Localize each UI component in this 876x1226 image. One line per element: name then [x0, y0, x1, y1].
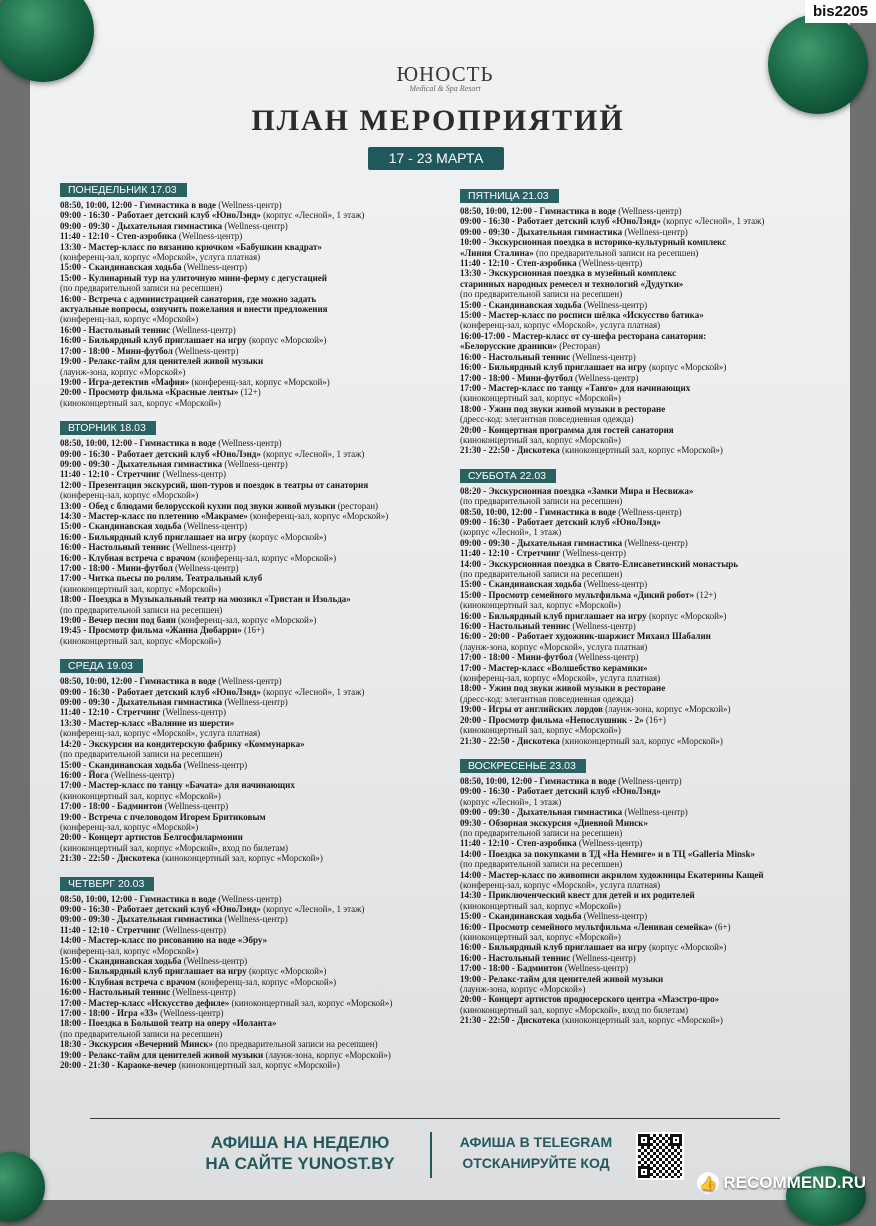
event-line: 17:00 - Мастер-класс «Искусство дефиле» (киноконцертный зал, корпус «Морской») [60, 998, 445, 1008]
event-line: 17:00 - Мастер-класс по танцу «Бачата» для начинающих [60, 780, 445, 790]
day-header: ПЯТНИЦА 21.03 [460, 189, 559, 203]
event-line: 20:00 - Просмотр фильма «Красные ленты» (12+) [60, 387, 445, 397]
event-line: 18:00 - Ужин под звуки живой музыки в ресторане [460, 404, 790, 414]
event-line: 11:40 - 12:10 - Степ-аэробика (Wellness-центр) [460, 838, 790, 848]
day-block [460, 186, 790, 456]
event-line: (по предварительной записи на ресепшен) [460, 289, 790, 299]
event-line: 15:00 - Скандинавская ходьба (Wellness-центр) [460, 911, 790, 921]
event-line: 19:00 - Игра-детектив «Мафия» (конференц-зал, корпус «Морской») [60, 377, 445, 387]
event-line: (по предварительной записи на ресепшен) [60, 1029, 445, 1039]
day-header: СРЕДА 19.03 [60, 659, 143, 673]
event-line: (конференц-зал, корпус «Морской», услуга платная) [460, 673, 790, 683]
footer-website [190, 1132, 410, 1174]
page-title: ПЛАН МЕРОПРИЯТИЙ [0, 104, 876, 138]
event-line: 11:40 - 12:10 - Стретчинг (Wellness-центр) [60, 469, 445, 479]
day-block [60, 874, 445, 1071]
event-line: 17:00 - 18:00 - Мини-футбол (Wellness-центр) [460, 373, 790, 383]
event-line: 15:00 - Мастер-класс по росписи шёлка «Искусство батика» [460, 310, 790, 320]
event-line: (конференц-зал, корпус «Морской», услуга платная) [460, 320, 790, 330]
event-line: 21:30 - 22:50 - Дискотека (киноконцертный зал, корпус «Морской») [60, 853, 445, 863]
event-line: 09:00 - 09:30 - Дыхательная гимнастика (Wellness-центр) [60, 459, 445, 469]
event-line: 16:00 - Просмотр семейного мультфильма «Ленивая семейка» (6+) [460, 922, 790, 932]
event-line: (конференц-зал, корпус «Морской», услуга платная) [60, 252, 445, 262]
event-line: 14:30 - Мастер-класс по плетению «Макраме» (конференц-зал, корпус «Морской») [60, 511, 445, 521]
event-line: 16:00 - Настольный теннис (Wellness-центр) [60, 325, 445, 335]
footer-divider [90, 1118, 780, 1119]
event-line: 09:00 - 09:30 - Дыхательная гимнастика (Wellness-центр) [60, 221, 445, 231]
event-line: (киноконцертный зал, корпус «Морской») [460, 901, 790, 911]
event-line: 19:45 - Просмотр фильма «Жанна Дюбарри» (16+) [60, 625, 445, 635]
event-line: 09:00 - 09:30 - Дыхательная гимнастика (Wellness-центр) [60, 697, 445, 707]
event-line: (конференц-зал, корпус «Морской», услуга платная) [60, 728, 445, 738]
watermark-recommend-text: RECOMMEND.RU [723, 1173, 866, 1193]
event-line: 15:00 - Скандинавская ходьба (Wellness-центр) [60, 521, 445, 531]
footer-telegram-line1: АФИША В TELEGRAM [448, 1132, 624, 1153]
event-line: (дресс-код: элегантная повседневная одежда) [460, 694, 790, 704]
event-line: 16:00 - Настольный теннис (Wellness-центр) [460, 953, 790, 963]
footer [190, 1132, 690, 1176]
event-line: 15:00 - Скандинавская ходьба (Wellness-центр) [60, 262, 445, 272]
event-line: (лаунж-зона, корпус «Морской») [60, 367, 445, 377]
day-block [60, 656, 445, 863]
event-line: (киноконцертный зал, корпус «Морской») [460, 600, 790, 610]
day-block [60, 180, 445, 408]
event-line: (киноконцертный зал, корпус «Морской») [460, 932, 790, 942]
event-line: 17:00 - Мастер-класс «Волшебство керамики» [460, 663, 790, 673]
event-line: (киноконцертный зал, корпус «Морской») [460, 435, 790, 445]
event-line: 17:00 - 18:00 - Мини-футбол (Wellness-центр) [60, 563, 445, 573]
event-line: 20:00 - 21:30 - Караоке-вечер (киноконцертный зал, корпус «Морской») [60, 1060, 445, 1070]
event-line: 16:00-17:00 - Мастер-класс от су-шефа ресторана санатория: [460, 331, 790, 341]
date-range-badge: 17 - 23 МАРТА [368, 147, 504, 170]
event-line: 17:00 - 18:00 - Мини-футбол (Wellness-центр) [60, 346, 445, 356]
schedule-column-right [460, 186, 790, 1036]
event-line: актуальные вопросы, озвучить пожелания и внести предложения [60, 304, 445, 314]
event-line: 09:00 - 16:30 - Работает детский клуб «ЮноЛэнд» [460, 786, 790, 796]
event-line: 09:00 - 09:30 - Дыхательная гимнастика (Wellness-центр) [460, 538, 790, 548]
event-line: 16:00 - Встреча с администрацией санатория, где можно задать [60, 294, 445, 304]
event-line: 09:00 - 16:30 - Работает детский клуб «ЮноЛэнд» [460, 517, 790, 527]
event-line: 11:40 - 12:10 - Степ-аэробика (Wellness-центр) [460, 258, 790, 268]
day-header: СУББОТА 22.03 [460, 469, 556, 483]
event-line: 14:20 - Экскурсия на кондитерскую фабрику «Коммунарка» [60, 739, 445, 749]
event-line: 11:40 - 12:10 - Стретчинг (Wellness-центр) [460, 548, 790, 558]
event-line: (корпус «Лесной», 1 этаж) [460, 527, 790, 537]
event-line: 16:00 - Настольный теннис (Wellness-центр) [60, 987, 445, 997]
event-line: «Белорусские драники» (Ресторан) [460, 341, 790, 351]
event-line: (киноконцертный зал, корпус «Морской») [60, 636, 445, 646]
event-line: 21:30 - 22:50 - Дискотека (киноконцертный зал, корпус «Морской») [460, 736, 790, 746]
day-header: ВТОРНИК 18.03 [60, 421, 156, 435]
watermark-recommend [697, 1172, 866, 1194]
event-line: 15:00 - Скандинавская ходьба (Wellness-центр) [60, 760, 445, 770]
event-line: 16:00 - Бильярдный клуб приглашает на игру (корпус «Морской») [60, 966, 445, 976]
event-line: 08:50, 10:00, 12:00 - Гимнастика в воде (Wellness-центр) [460, 507, 790, 517]
event-line: (киноконцертный зал, корпус «Морской») [60, 791, 445, 801]
event-line: (конференц-зал, корпус «Морской») [60, 822, 445, 832]
event-line: (дресс-код: элегантная повседневная одежда) [460, 414, 790, 424]
resort-logo [380, 62, 510, 93]
event-line: (по предварительной записи на ресепшен) [460, 496, 790, 506]
event-line: 15:00 - Кулинарный тур на улиточную мини-ферму с дегустацией [60, 273, 445, 283]
event-line: «Линия Сталина» (по предварительной записи на ресепшен) [460, 248, 790, 258]
event-line: 17:00 - Мастер-класс по танцу «Танго» для начинающих [460, 383, 790, 393]
event-line: 14:30 - Приключенческий квест для детей и их родителей [460, 890, 790, 900]
event-line: 11:40 - 12:10 - Стретчинг (Wellness-центр) [60, 707, 445, 717]
event-line: 09:00 - 16:30 - Работает детский клуб «ЮноЛэнд» (корпус «Лесной», 1 этаж) [60, 449, 445, 459]
logo-name: ЮНОСТЬ [380, 62, 510, 87]
event-line: 09:00 - 09:30 - Дыхательная гимнастика (Wellness-центр) [60, 914, 445, 924]
event-line: 09:00 - 16:30 - Работает детский клуб «ЮноЛэнд» (корпус «Лесной», 1 этаж) [60, 210, 445, 220]
event-line: (по предварительной записи на ресепшен) [60, 283, 445, 293]
thumbs-up-icon: 👍 [697, 1172, 719, 1194]
schedule-column-left [60, 180, 445, 1080]
event-line: 11:40 - 12:10 - Степ-аэробика (Wellness-центр) [60, 231, 445, 241]
event-line: 17:00 - 18:00 - Игра «33» (Wellness-центр) [60, 1008, 445, 1018]
event-line: 19:00 - Релакс-тайм для ценителей живой музыки (лаунж-зона, корпус «Морской») [60, 1050, 445, 1060]
event-line: 20:00 - Концерт артистов Белгосфилармонии [60, 832, 445, 842]
event-line: 16:00 - Бильярдный клуб приглашает на игру (корпус «Морской») [460, 942, 790, 952]
magnet-top-right [768, 14, 868, 114]
event-line: 16:00 - 20:00 - Работает художник-шаржист Михаил Шабалин [460, 631, 790, 641]
event-line: 13:30 - Мастер-класс «Валяние из шерсти» [60, 718, 445, 728]
event-line: (киноконцертный зал, корпус «Морской») [460, 725, 790, 735]
event-line: 17:00 - 18:00 - Мини-футбол (Wellness-центр) [460, 652, 790, 662]
event-line: 16:00 - Бильярдный клуб приглашает на игру (корпус «Морской») [460, 611, 790, 621]
qr-code-icon[interactable] [636, 1132, 684, 1180]
event-line: 17:00 - Читка пьесы по ролям. Театральный клуб [60, 573, 445, 583]
event-line: 15:00 - Скандинавская ходьба (Wellness-центр) [60, 956, 445, 966]
event-line: 08:50, 10:00, 12:00 - Гимнастика в воде (Wellness-центр) [60, 894, 445, 904]
event-line: 09:00 - 16:30 - Работает детский клуб «ЮноЛэнд» (корпус «Лесной», 1 этаж) [460, 216, 790, 226]
event-line: (лаунж-зона, корпус «Морской») [460, 984, 790, 994]
event-line: 16:00 - Бильярдный клуб приглашает на игру (корпус «Морской») [460, 362, 790, 372]
event-line: 19:00 - Встреча с пчеловодом Игорем Бритиковым [60, 812, 445, 822]
event-line: (по предварительной записи на ресепшен) [460, 569, 790, 579]
event-line: 16:00 - Бильярдный клуб приглашает на игру (корпус «Морской») [60, 335, 445, 345]
event-line: 13:00 - Обед с блюдами белорусской кухни под звуки живой музыки (ресторан) [60, 501, 445, 511]
event-line: 08:50, 10:00, 12:00 - Гимнастика в воде (Wellness-центр) [460, 776, 790, 786]
event-line: 18:00 - Поездка в Музыкальный театр на мюзикл «Тристан и Изольда» [60, 594, 445, 604]
event-line: 08:20 - Экскурсионная поездка «Замки Мира и Несвижа» [460, 486, 790, 496]
event-line: 08:50, 10:00, 12:00 - Гимнастика в воде (Wellness-центр) [60, 676, 445, 686]
event-line: (киноконцертный зал, корпус «Морской») [460, 393, 790, 403]
event-line: 19:00 - Игры от английских лордов (лаунж-зона, корпус «Морской») [460, 704, 790, 714]
event-line: 14:00 - Мастер-класс по живописи акрилом художницы Екатерины Кащей [460, 870, 790, 880]
event-line: 19:00 - Релакс-тайм для ценителей живой музыки [60, 356, 445, 366]
event-line: 08:50, 10:00, 12:00 - Гимнастика в воде (Wellness-центр) [460, 206, 790, 216]
event-line: (конференц-зал, корпус «Морской», услуга платная) [460, 880, 790, 890]
event-line: (по предварительной записи на ресепшен) [60, 605, 445, 615]
event-line: 19:00 - Вечер песни под баян (конференц-зал, корпус «Морской») [60, 615, 445, 625]
event-line: 17:00 - 18:00 - Бадминтон (Wellness-центр) [460, 963, 790, 973]
event-line: 20:00 - Концертная программа для гостей санатория [460, 425, 790, 435]
event-line: 09:30 - Обзорная экскурсия «Дневной Минск» [460, 818, 790, 828]
event-line: (киноконцертный зал, корпус «Морской», вход по билетам) [60, 843, 445, 853]
event-line: 14:00 - Поездка за покупками в ТД «На Немиге» и в ТЦ «Galleria Minsk» [460, 849, 790, 859]
day-block [460, 466, 790, 746]
event-line: 09:00 - 09:30 - Дыхательная гимнастика (Wellness-центр) [460, 227, 790, 237]
event-line: (по предварительной записи на ресепшен) [460, 859, 790, 869]
logo-subtitle: Medical & Spa Resort [380, 84, 510, 93]
event-line: 09:00 - 09:30 - Дыхательная гимнастика (Wellness-центр) [460, 807, 790, 817]
event-line: 16:00 - Настольный теннис (Wellness-центр) [460, 352, 790, 362]
event-line: 19:00 - Релакс-тайм для ценителей живой музыки [460, 974, 790, 984]
event-line: 14:00 - Мастер-класс по рисованию на воде «Эбру» [60, 935, 445, 945]
event-line: 15:00 - Скандинавская ходьба (Wellness-центр) [460, 579, 790, 589]
watermark-username: bis2205 [805, 0, 876, 23]
event-line: 17:00 - 18:00 - Бадминтон (Wellness-центр) [60, 801, 445, 811]
event-line: 16:00 - Клубная встреча с врачом (конференц-зал, корпус «Морской») [60, 977, 445, 987]
day-header: ЧЕТВЕРГ 20.03 [60, 877, 154, 891]
event-line: (киноконцертный зал, корпус «Морской») [60, 584, 445, 594]
footer-separator [430, 1132, 432, 1178]
event-line: 18:00 - Ужин под звуки живой музыки в ресторане [460, 683, 790, 693]
event-line: (корпус «Лесной», 1 этаж) [460, 797, 790, 807]
event-line: 16:00 - Бильярдный клуб приглашает на игру (корпус «Морской») [60, 532, 445, 542]
event-line: 21:30 - 22:50 - Дискотека (киноконцертный зал, корпус «Морской») [460, 445, 790, 455]
event-line: 09:00 - 16:30 - Работает детский клуб «ЮноЛэнд» (корпус «Лесной», 1 этаж) [60, 904, 445, 914]
event-line: 15:00 - Просмотр семейного мультфильма «Дикий робот» (12+) [460, 590, 790, 600]
event-line: 11:40 - 12:10 - Стретчинг (Wellness-центр) [60, 925, 445, 935]
event-line: 16:00 - Йога (Wellness-центр) [60, 770, 445, 780]
event-line: 20:00 - Просмотр фильма «Непослушник - 2» (16+) [460, 715, 790, 725]
day-header: ВОСКРЕСЕНЬЕ 23.03 [460, 759, 586, 773]
event-line: (лаунж-зона, корпус «Морской», услуга платная) [460, 642, 790, 652]
event-line: 12:00 - Презентация экскурсий, шоп-туров и поездок в театры от санатория [60, 480, 445, 490]
event-line: 16:00 - Настольный теннис (Wellness-центр) [460, 621, 790, 631]
event-line: 20:00 - Концерт артистов продюсерского центра «Маэстро-про» [460, 994, 790, 1004]
event-line: 16:00 - Клубная встреча с врачом (конференц-зал, корпус «Морской») [60, 553, 445, 563]
event-line: (по предварительной записи на ресепшен) [460, 828, 790, 838]
day-header: ПОНЕДЕЛЬНИК 17.03 [60, 183, 187, 197]
footer-telegram [448, 1132, 624, 1174]
footer-telegram-line2: ОТСКАНИРУЙТЕ КОД [448, 1153, 624, 1174]
event-line: 21:30 - 22:50 - Дискотека (киноконцертный зал, корпус «Морской») [460, 1015, 790, 1025]
event-line: (конференц-зал, корпус «Морской») [60, 314, 445, 324]
event-line: 14:00 - Экскурсионная поездка в Свято-Елисаветинский монастырь [460, 559, 790, 569]
day-block [460, 756, 790, 1026]
event-line: 15:00 - Скандинавская ходьба (Wellness-центр) [460, 300, 790, 310]
event-line: 10:00 - Экскурсионная поездка в историко-культурный комплекс [460, 237, 790, 247]
footer-website-line2: НА САЙТЕ YUNOST.BY [190, 1153, 410, 1174]
event-line: 13:30 - Экскурсионная поездка в музейный комплекс [460, 268, 790, 278]
event-line: 08:50, 10:00, 12:00 - Гимнастика в воде (Wellness-центр) [60, 438, 445, 448]
event-line: 13:30 - Мастер-класс по вязанию крючком «Бабушкин квадрат» [60, 242, 445, 252]
footer-website-line1: АФИША НА НЕДЕЛЮ [190, 1132, 410, 1153]
event-line: (конференц-зал, корпус «Морской») [60, 490, 445, 500]
event-line: (киноконцертный зал, корпус «Морской», вход по билетам) [460, 1005, 790, 1015]
event-line: 16:00 - Настольный теннис (Wellness-центр) [60, 542, 445, 552]
event-line: 18:00 - Поездка в Большой театр на оперу «Иоланта» [60, 1018, 445, 1028]
event-line: 18:30 - Экскурсия «Вечерний Минск» (по предварительной записи на ресепшен) [60, 1039, 445, 1049]
day-block [60, 418, 445, 646]
event-line: (по предварительной записи на ресепшен) [60, 749, 445, 759]
event-line: (киноконцертный зал, корпус «Морской») [60, 398, 445, 408]
event-line: старинных народных ремесел и технологий «Дудутки» [460, 279, 790, 289]
event-line: 09:00 - 16:30 - Работает детский клуб «ЮноЛэнд» (корпус «Лесной», 1 этаж) [60, 687, 445, 697]
event-line: 08:50, 10:00, 12:00 - Гимнастика в воде (Wellness-центр) [60, 200, 445, 210]
event-line: (конференц-зал, корпус «Морской») [60, 946, 445, 956]
